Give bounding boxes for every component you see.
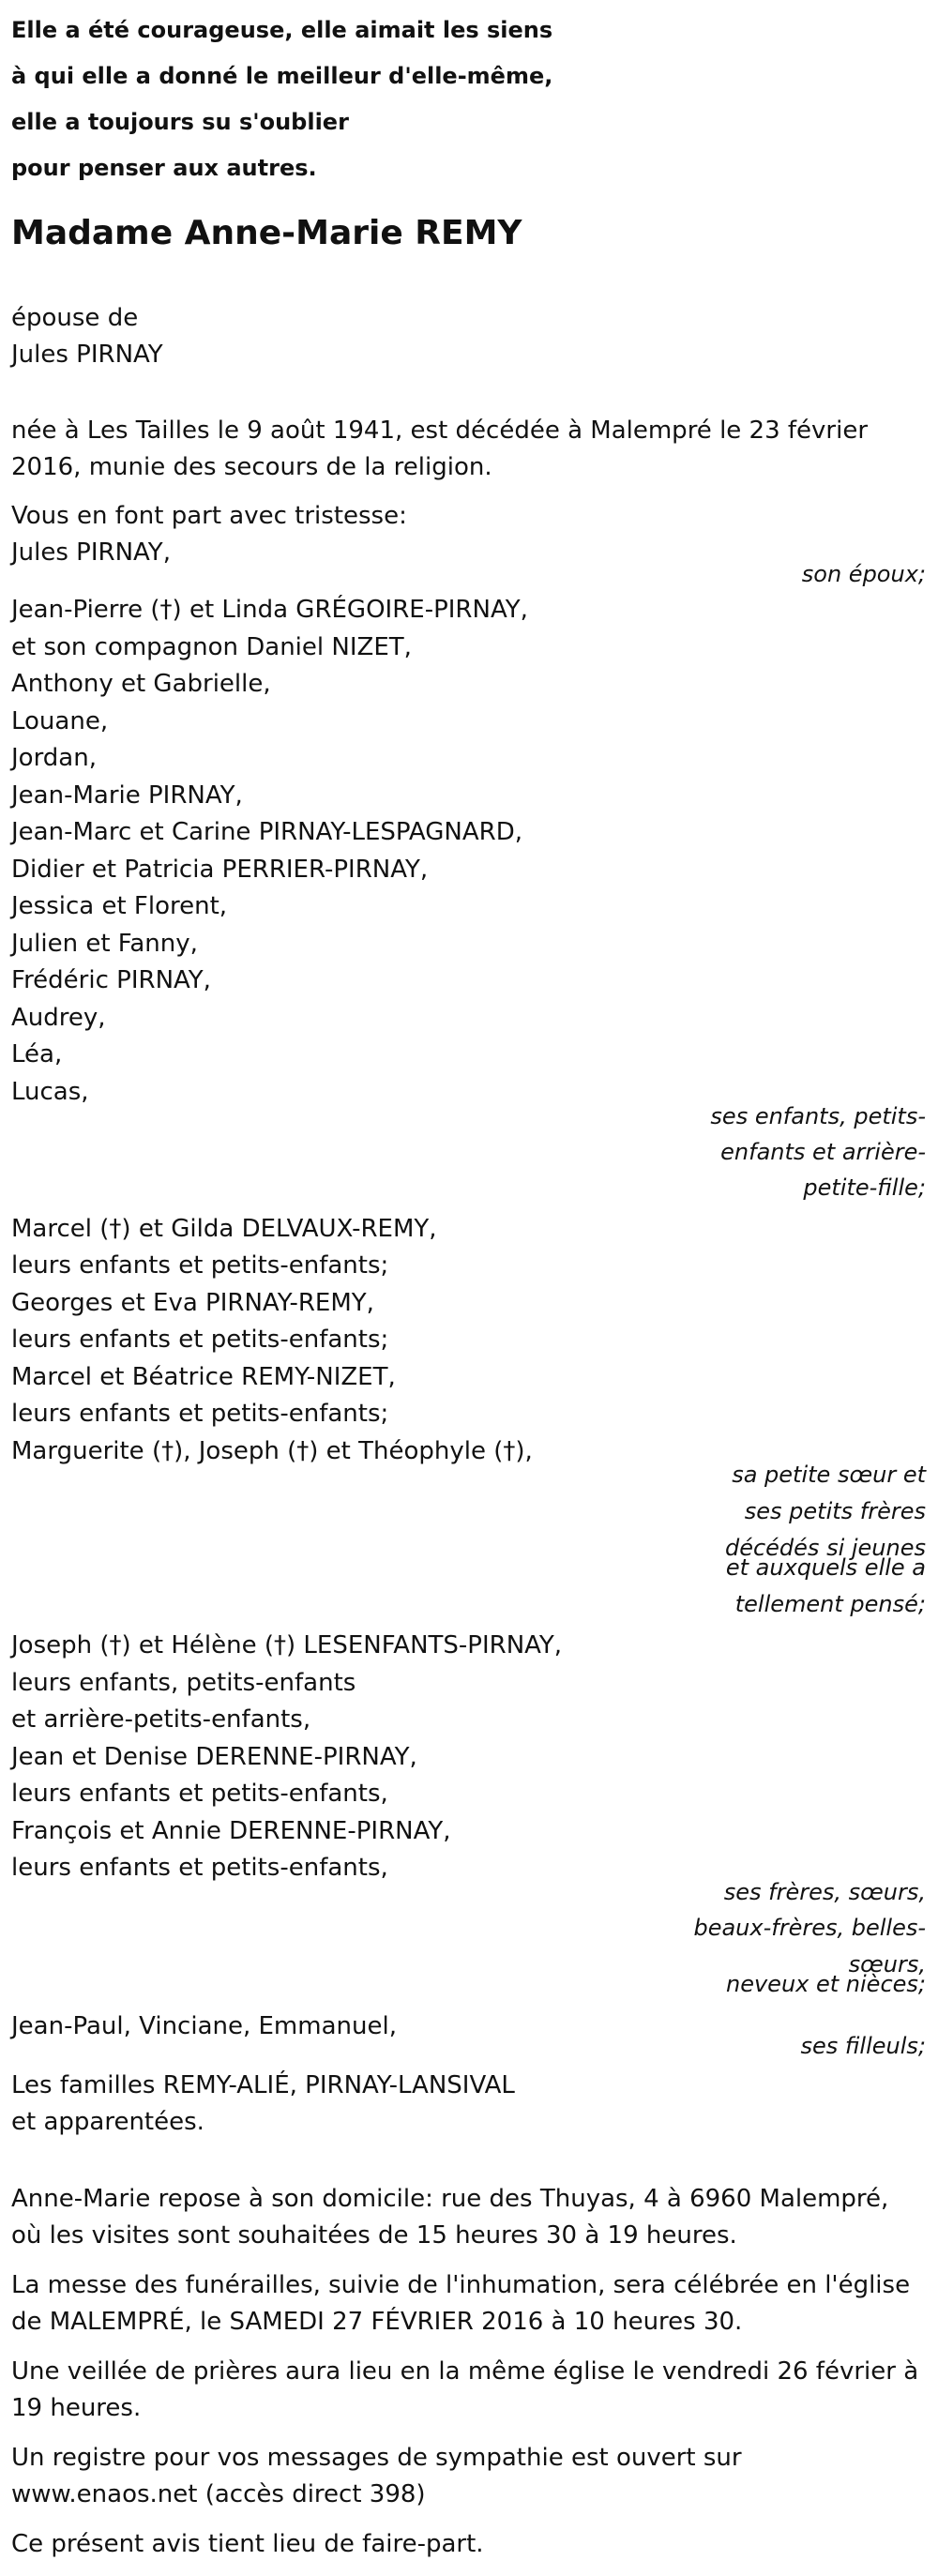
family-line: et son compagnon Daniel NIZET, — [11, 633, 412, 661]
announcement: Vous en font part avec tristesse: — [11, 502, 407, 530]
family-line: leurs enfants et petits-enfants; — [11, 1326, 389, 1354]
family-line: Frédéric PIRNAY, — [11, 966, 211, 994]
relation-label: ses filleuls; — [800, 2033, 926, 2059]
family-line: François et Annie DERENNE-PIRNAY, — [11, 1817, 451, 1845]
info-line: de MALEMPRÉ, le SAMEDI 27 FÉVRIER 2016 à 10 heures 30. — [11, 2308, 743, 2336]
family-line: leurs enfants et petits-enfants, — [11, 1780, 388, 1808]
family-line: Audrey, — [11, 1004, 106, 1032]
intro-line: elle a toujours su s'oublier — [11, 109, 349, 135]
relation-label: sa petite sœur et — [732, 1462, 926, 1488]
info-line: où les visites sont souhaitées de 15 heures 30 à 19 heures. — [11, 2221, 737, 2250]
intro-line: Elle a été courageuse, elle aimait les siens — [11, 17, 553, 43]
relation-label: et auxquels elle a — [725, 1554, 926, 1581]
family-line: Louane, — [11, 707, 109, 735]
intro-quote — [11, 8, 552, 191]
relation-label: ses enfants, petits- — [710, 1103, 926, 1129]
family-line: leurs enfants et petits-enfants, — [11, 1854, 388, 1882]
family-line: leurs enfants et petits-enfants; — [11, 1251, 389, 1280]
family-line: Léa, — [11, 1040, 63, 1068]
relation-label: petite-fille; — [803, 1174, 926, 1201]
family-line: Lucas, — [11, 1078, 89, 1106]
relation-label: enfants et arrière- — [720, 1139, 926, 1165]
family-line: Marguerite (†), Joseph (†) et Théophyle (†), — [11, 1437, 533, 1465]
family-line: leurs enfants, petits-enfants — [11, 1669, 356, 1697]
birth-line: 2016, munie des secours de la religion. — [11, 453, 492, 481]
info-line: 19 heures. — [11, 2394, 142, 2422]
info-line: Un registre pour vos messages de sympathie est ouvert sur — [11, 2444, 742, 2472]
relation-label: tellement pensé; — [734, 1591, 926, 1617]
family-line: Didier et Patricia PERRIER-PIRNAY, — [11, 856, 429, 884]
family-line: et apparentées. — [11, 2108, 204, 2136]
info-line: Une veillée de prières aura lieu en la même église le vendredi 26 février à — [11, 2357, 919, 2386]
relation-label: ses petits frères — [744, 1498, 926, 1524]
relation-label: beaux-frères, belles- — [693, 1915, 926, 1941]
family-line: Jean-Paul, Vinciane, Emmanuel, — [11, 2012, 397, 2040]
family-line: Jules PIRNAY, — [11, 538, 171, 567]
info-line: Ce présent avis tient lieu de faire-part. — [11, 2530, 484, 2558]
family-line: Georges et Eva PIRNAY-REMY, — [11, 1289, 374, 1317]
family-line: Jean-Marie PIRNAY, — [11, 781, 243, 810]
relation-label: son époux; — [801, 561, 926, 587]
family-line: Julien et Fanny, — [11, 930, 198, 958]
relation-label: neveux et nièces; — [726, 1971, 926, 1997]
family-line: leurs enfants et petits-enfants; — [11, 1400, 389, 1428]
intro-line: pour penser aux autres. — [11, 155, 317, 181]
family-line: Jean-Pierre (†) et Linda GRÉGOIRE-PIRNAY, — [11, 596, 528, 624]
family-line: et arrière-petits-enfants, — [11, 1705, 311, 1734]
relation-label: sœurs, — [848, 1951, 926, 1977]
family-line: Jessica et Florent, — [11, 892, 228, 920]
intro-line: à qui elle a donné le meilleur d'elle-même, — [11, 63, 553, 89]
family-line: Jordan, — [11, 744, 97, 772]
deceased-name: Madame Anne-Marie REMY — [11, 214, 522, 252]
relation-label: décédés si jeunes — [724, 1535, 926, 1561]
info-line: La messe des funérailles, suivie de l'inhumation, sera célébrée en l'église — [11, 2271, 911, 2299]
family-line: Jean et Denise DERENNE-PIRNAY, — [11, 1743, 417, 1771]
family-line: Anthony et Gabrielle, — [11, 670, 271, 698]
family-line: Joseph (†) et Hélène (†) LESENFANTS-PIRNAY, — [11, 1631, 563, 1659]
relation-label: ses frères, sœurs, — [723, 1879, 926, 1905]
spouse-label: épouse de — [11, 304, 139, 332]
website-line: www.enaos.net (accès direct 398) — [11, 2480, 426, 2508]
spouse-name: Jules PIRNAY — [11, 341, 163, 369]
info-line: Anne-Marie repose à son domicile: rue des Thuyas, 4 à 6960 Malempré, — [11, 2185, 889, 2213]
family-line: Les familles REMY-ALIÉ, PIRNAY-LANSIVAL — [11, 2071, 515, 2099]
family-line: Jean-Marc et Carine PIRNAY-LESPAGNARD, — [11, 818, 522, 846]
birth-line: née à Les Tailles le 9 août 1941, est décédée à Malempré le 23 février — [11, 417, 869, 445]
family-line: Marcel (†) et Gilda DELVAUX-REMY, — [11, 1215, 437, 1243]
family-line: Marcel et Béatrice REMY-NIZET, — [11, 1363, 396, 1391]
